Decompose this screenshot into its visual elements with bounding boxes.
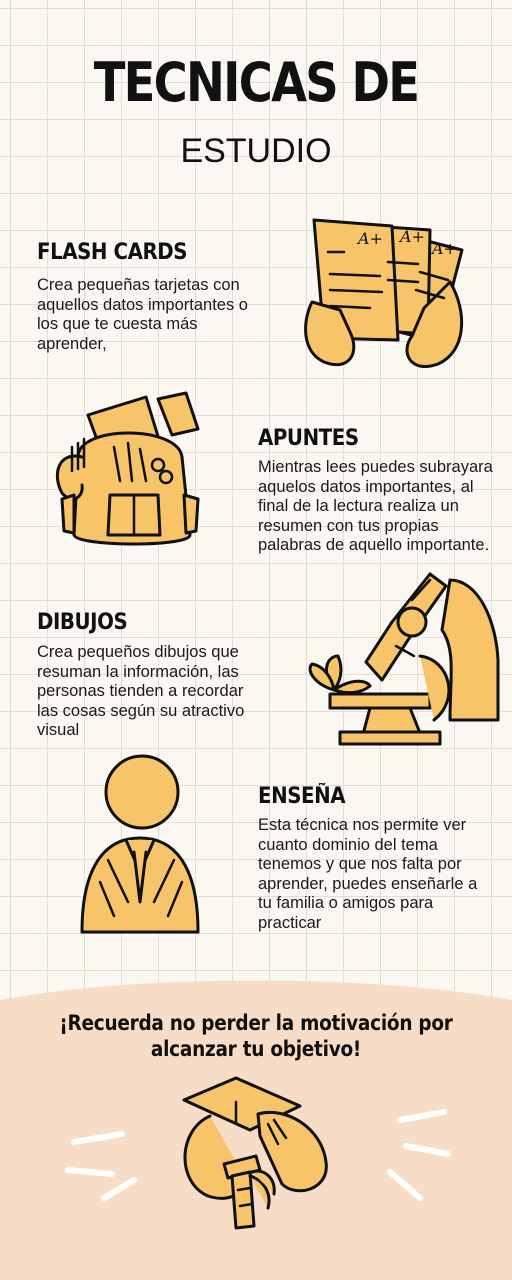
section-heading-ensena: ENSEÑA [258, 784, 346, 809]
motivation-message: ¡Recuerda no perder la motivación por alcanzar tu objetivo! [59, 1011, 453, 1061]
backpack-icon [48, 385, 213, 555]
section-text-flash-cards: Crea pequeñas tarjetas con aquellos datos importantes o los que te cuesta más aprender, [37, 276, 248, 353]
exam-papers-icon [300, 212, 470, 377]
section-heading-flash-cards: FLASH CARDS [37, 240, 188, 265]
section-text-ensena: Esta técnica nos permite ver cuanto dominio del tema tenemos y que nos falta por aprender, puedes enseñarle a tu familia o amigos para practicar [258, 816, 478, 932]
teacher-icon [78, 752, 203, 937]
graduation-cap-icon [60, 1072, 460, 1232]
svg-text:A+: A+ [358, 229, 383, 248]
svg-text:A+: A+ [432, 239, 457, 258]
page-title: TECNICAS DE [93, 51, 419, 114]
section-text-dibujos: Crea pequeños dibujos que resuman la información, las personas tienden a recordar las cosas según su atractivo visual [37, 643, 245, 739]
page-subtitle: ESTUDIO [180, 132, 332, 170]
section-text-apuntes: Mientras lees puedes subrayara aquelos datos importantes, al final de la lectura realiza un resumen con tus propias palabras de aquello importante. [258, 458, 493, 554]
section-heading-apuntes: APUNTES [258, 426, 359, 451]
section-heading-dibujos: DIBUJOS [37, 610, 128, 635]
svg-text:A+: A+ [400, 227, 425, 246]
microscope-icon [300, 560, 500, 750]
